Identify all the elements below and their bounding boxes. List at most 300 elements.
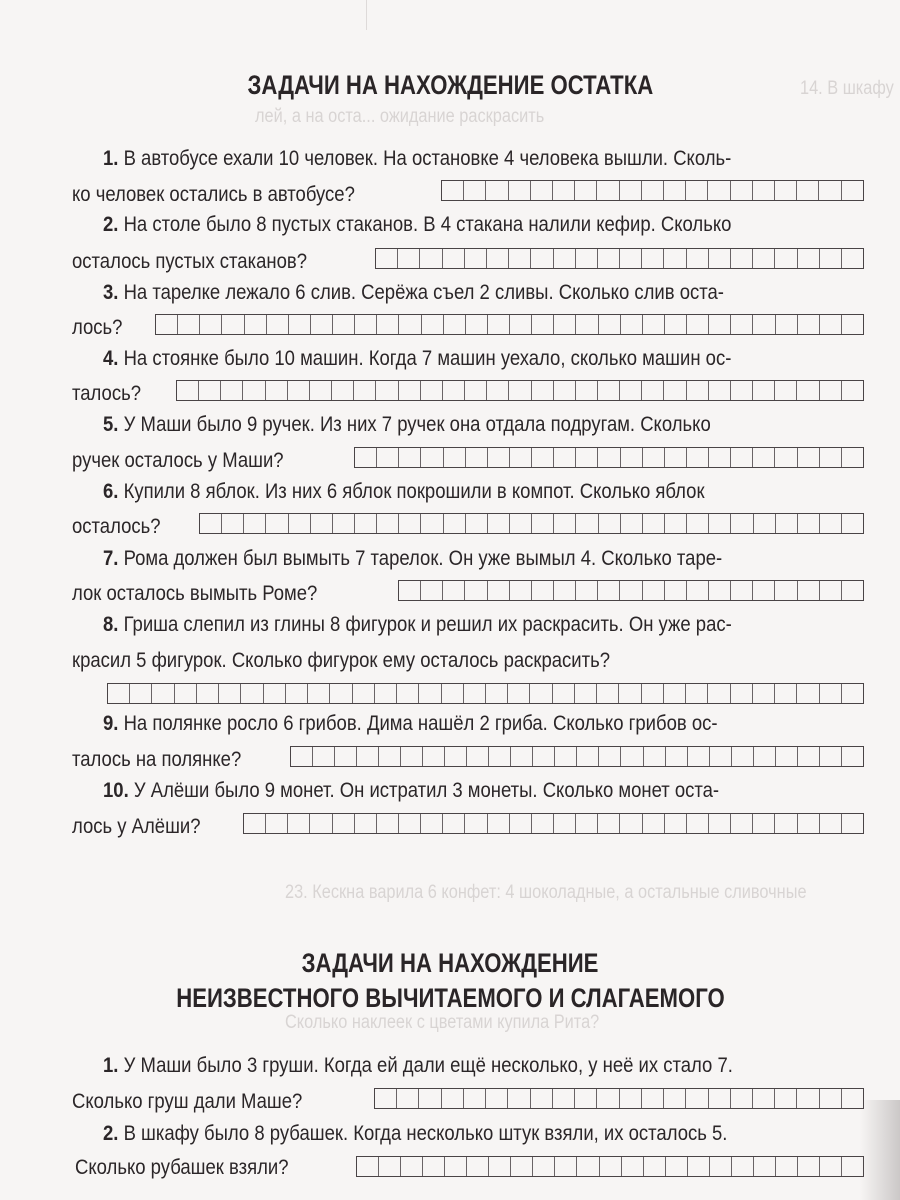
- answer-cell[interactable]: [219, 684, 241, 703]
- answer-cell[interactable]: [797, 181, 819, 200]
- answer-cell[interactable]: [687, 581, 709, 600]
- answer-cell[interactable]: [511, 747, 533, 766]
- answer-cell[interactable]: [665, 315, 687, 334]
- answer-cell[interactable]: [444, 315, 466, 334]
- answer-cell[interactable]: [797, 381, 819, 400]
- answer-cell[interactable]: [776, 747, 798, 766]
- answer-cell[interactable]: [643, 514, 665, 533]
- answer-cell[interactable]: [775, 581, 797, 600]
- answer-cell[interactable]: [775, 684, 797, 703]
- answer-cell[interactable]: [621, 514, 643, 533]
- answer-cell[interactable]: [267, 315, 289, 334]
- answer-cell[interactable]: [289, 315, 311, 334]
- answer-cell[interactable]: [266, 514, 288, 533]
- answer-cell[interactable]: [775, 249, 797, 268]
- answer-cell[interactable]: [464, 1089, 486, 1108]
- answer-cell[interactable]: [486, 181, 508, 200]
- answer-cell[interactable]: [377, 448, 399, 467]
- answer-cell[interactable]: [819, 181, 841, 200]
- answer-cell[interactable]: [686, 684, 708, 703]
- answer-cell[interactable]: [508, 684, 530, 703]
- answer-cell[interactable]: [533, 747, 555, 766]
- answer-cell[interactable]: [842, 181, 863, 200]
- answer-cell[interactable]: [776, 1157, 798, 1176]
- answer-cell[interactable]: [709, 581, 731, 600]
- answer-cell[interactable]: [754, 514, 776, 533]
- answer-cell[interactable]: [576, 315, 598, 334]
- answer-cell[interactable]: [820, 514, 842, 533]
- answer-cell[interactable]: [753, 581, 775, 600]
- answer-cell[interactable]: [397, 1089, 419, 1108]
- answer-cell[interactable]: [554, 249, 576, 268]
- answer-cell[interactable]: [842, 684, 863, 703]
- answer-cell[interactable]: [620, 581, 642, 600]
- answer-cell[interactable]: [576, 249, 598, 268]
- answer-cell[interactable]: [619, 684, 641, 703]
- answer-cell[interactable]: [222, 315, 244, 334]
- answer-grid-4[interactable]: [176, 380, 864, 401]
- answer-cell[interactable]: [599, 315, 621, 334]
- answer-cell[interactable]: [687, 448, 709, 467]
- answer-cell[interactable]: [531, 1089, 553, 1108]
- answer-grid-3[interactable]: [155, 314, 864, 335]
- answer-cell[interactable]: [199, 381, 221, 400]
- answer-cell[interactable]: [553, 684, 575, 703]
- answer-cell[interactable]: [820, 1157, 842, 1176]
- answer-cell[interactable]: [332, 381, 354, 400]
- answer-cell[interactable]: [244, 814, 266, 833]
- answer-cell[interactable]: [375, 684, 397, 703]
- answer-cell[interactable]: [376, 249, 398, 268]
- answer-cell[interactable]: [288, 381, 310, 400]
- answer-cell[interactable]: [353, 684, 375, 703]
- answer-cell[interactable]: [709, 448, 731, 467]
- answer-cell[interactable]: [820, 448, 842, 467]
- answer-cell[interactable]: [709, 249, 731, 268]
- answer-cell[interactable]: [554, 581, 576, 600]
- answer-cell[interactable]: [577, 747, 599, 766]
- answer-cell[interactable]: [820, 381, 842, 400]
- answer-cell[interactable]: [775, 1089, 797, 1108]
- answer-cell[interactable]: [464, 181, 486, 200]
- answer-cell[interactable]: [355, 814, 377, 833]
- answer-cell[interactable]: [731, 514, 753, 533]
- answer-cell[interactable]: [488, 581, 510, 600]
- answer-cell[interactable]: [465, 814, 487, 833]
- answer-cell[interactable]: [467, 1157, 489, 1176]
- answer-cell[interactable]: [599, 514, 621, 533]
- answer-cell[interactable]: [532, 814, 554, 833]
- answer-cell[interactable]: [357, 1157, 379, 1176]
- answer-cell[interactable]: [421, 381, 443, 400]
- answer-cell[interactable]: [554, 514, 576, 533]
- answer-cell[interactable]: [555, 1157, 577, 1176]
- answer-cell[interactable]: [486, 684, 508, 703]
- answer-cell[interactable]: [575, 1089, 597, 1108]
- answer-cell[interactable]: [130, 684, 152, 703]
- answer-cell[interactable]: [776, 315, 798, 334]
- answer-cell[interactable]: [576, 514, 598, 533]
- answer-cell[interactable]: [797, 1089, 819, 1108]
- answer-cell[interactable]: [510, 814, 532, 833]
- answer-cell[interactable]: [687, 814, 709, 833]
- answer-cell[interactable]: [820, 747, 842, 766]
- answer-cell[interactable]: [465, 581, 487, 600]
- answer-cell[interactable]: [222, 514, 244, 533]
- answer-cell[interactable]: [798, 747, 820, 766]
- answer-cell[interactable]: [664, 249, 686, 268]
- answer-cell[interactable]: [399, 315, 421, 334]
- answer-cell[interactable]: [731, 684, 753, 703]
- answer-cell[interactable]: [333, 514, 355, 533]
- answer-cell[interactable]: [709, 814, 731, 833]
- answer-cell[interactable]: [687, 381, 709, 400]
- answer-cell[interactable]: [489, 747, 511, 766]
- answer-cell[interactable]: [753, 814, 775, 833]
- answer-cell[interactable]: [598, 448, 620, 467]
- answer-grid-8[interactable]: [107, 683, 864, 704]
- answer-cell[interactable]: [686, 1089, 708, 1108]
- answer-grid-9[interactable]: [290, 746, 864, 767]
- answer-cell[interactable]: [775, 181, 797, 200]
- answer-cell[interactable]: [445, 1157, 467, 1176]
- answer-cell[interactable]: [644, 1157, 666, 1176]
- answer-cell[interactable]: [798, 814, 820, 833]
- answer-cell[interactable]: [666, 747, 688, 766]
- answer-cell[interactable]: [510, 514, 532, 533]
- answer-cell[interactable]: [753, 684, 775, 703]
- answer-cell[interactable]: [310, 381, 332, 400]
- answer-cell[interactable]: [643, 581, 665, 600]
- answer-cell[interactable]: [466, 514, 488, 533]
- answer-cell[interactable]: [798, 448, 820, 467]
- answer-cell[interactable]: [820, 249, 842, 268]
- answer-cell[interactable]: [732, 747, 754, 766]
- answer-cell[interactable]: [642, 1089, 664, 1108]
- answer-cell[interactable]: [820, 684, 842, 703]
- answer-cell[interactable]: [597, 181, 619, 200]
- answer-cell[interactable]: [798, 249, 820, 268]
- answer-cell[interactable]: [753, 1089, 775, 1108]
- answer-cell[interactable]: [665, 581, 687, 600]
- answer-cell[interactable]: [243, 381, 265, 400]
- answer-cell[interactable]: [377, 814, 399, 833]
- answer-cell[interactable]: [598, 814, 620, 833]
- answer-cell[interactable]: [379, 747, 401, 766]
- answer-cell[interactable]: [333, 315, 355, 334]
- answer-cell[interactable]: [354, 381, 376, 400]
- answer-cell[interactable]: [708, 181, 730, 200]
- answer-cell[interactable]: [622, 1157, 644, 1176]
- answer-cell[interactable]: [200, 315, 222, 334]
- answer-cell[interactable]: [686, 181, 708, 200]
- answer-cell[interactable]: [420, 249, 442, 268]
- answer-cell[interactable]: [399, 381, 421, 400]
- answer-cell[interactable]: [531, 249, 553, 268]
- answer-cell[interactable]: [467, 747, 489, 766]
- answer-cell[interactable]: [465, 249, 487, 268]
- answer-cell[interactable]: [643, 315, 665, 334]
- answer-cell[interactable]: [175, 684, 197, 703]
- answer-cell[interactable]: [754, 1157, 776, 1176]
- answer-cell[interactable]: [355, 514, 377, 533]
- answer-cell[interactable]: [820, 814, 842, 833]
- answer-cell[interactable]: [310, 814, 332, 833]
- answer-cell[interactable]: [732, 1157, 754, 1176]
- answer-cell[interactable]: [576, 381, 598, 400]
- answer-cell[interactable]: [554, 448, 576, 467]
- answer-cell[interactable]: [108, 684, 130, 703]
- answer-cell[interactable]: [311, 315, 333, 334]
- answer-cell[interactable]: [377, 315, 399, 334]
- answer-cell[interactable]: [709, 381, 731, 400]
- answer-cell[interactable]: [687, 514, 709, 533]
- answer-cell[interactable]: [664, 181, 686, 200]
- answer-grid-2[interactable]: [375, 248, 864, 269]
- answer-cell[interactable]: [620, 381, 642, 400]
- answer-cell[interactable]: [598, 249, 620, 268]
- answer-cell[interactable]: [798, 514, 820, 533]
- answer-cell[interactable]: [798, 1157, 820, 1176]
- answer-cell[interactable]: [709, 315, 731, 334]
- answer-cell[interactable]: [375, 1089, 397, 1108]
- answer-cell[interactable]: [376, 381, 398, 400]
- answer-cell[interactable]: [357, 747, 379, 766]
- answer-cell[interactable]: [241, 684, 263, 703]
- answer-cell[interactable]: [401, 1157, 423, 1176]
- answer-cell[interactable]: [664, 381, 686, 400]
- answer-cell[interactable]: [731, 581, 753, 600]
- answer-cell[interactable]: [621, 747, 643, 766]
- answer-cell[interactable]: [600, 1157, 622, 1176]
- answer-cell[interactable]: [710, 747, 732, 766]
- answer-cell[interactable]: [731, 448, 753, 467]
- answer-cell[interactable]: [642, 684, 664, 703]
- answer-cell[interactable]: [443, 581, 465, 600]
- answer-cell[interactable]: [621, 448, 643, 467]
- answer-cell[interactable]: [419, 1089, 441, 1108]
- answer-cell[interactable]: [401, 747, 423, 766]
- answer-grid-7[interactable]: [398, 580, 864, 601]
- answer-grid-1[interactable]: [441, 180, 864, 201]
- answer-cell[interactable]: [688, 1157, 710, 1176]
- answer-cell[interactable]: [665, 814, 687, 833]
- answer-cell[interactable]: [264, 684, 286, 703]
- answer-cell[interactable]: [553, 181, 575, 200]
- answer-cell[interactable]: [244, 514, 266, 533]
- answer-cell[interactable]: [466, 315, 488, 334]
- answer-cell[interactable]: [398, 249, 420, 268]
- answer-cell[interactable]: [687, 315, 709, 334]
- answer-cell[interactable]: [486, 1089, 508, 1108]
- answer-cell[interactable]: [330, 684, 352, 703]
- answer-cell[interactable]: [355, 448, 377, 467]
- answer-cell[interactable]: [421, 814, 443, 833]
- answer-cell[interactable]: [575, 181, 597, 200]
- answer-cell[interactable]: [820, 581, 842, 600]
- answer-cell[interactable]: [445, 747, 467, 766]
- answer-cell[interactable]: [444, 514, 466, 533]
- answer-cell[interactable]: [466, 448, 488, 467]
- answer-cell[interactable]: [753, 181, 775, 200]
- answer-cell[interactable]: [421, 514, 443, 533]
- answer-cell[interactable]: [511, 1157, 533, 1176]
- answer-cell[interactable]: [291, 747, 313, 766]
- answer-cell[interactable]: [599, 747, 621, 766]
- answer-cell[interactable]: [842, 448, 863, 467]
- answer-cell[interactable]: [399, 581, 421, 600]
- answer-cell[interactable]: [200, 514, 222, 533]
- answer-cell[interactable]: [820, 1089, 842, 1108]
- answer-cell[interactable]: [532, 448, 554, 467]
- answer-cell[interactable]: [797, 684, 819, 703]
- answer-cell[interactable]: [465, 381, 487, 400]
- answer-cell[interactable]: [620, 249, 642, 268]
- answer-cell[interactable]: [644, 747, 666, 766]
- answer-cell[interactable]: [842, 814, 863, 833]
- answer-cell[interactable]: [643, 814, 665, 833]
- answer-cell[interactable]: [399, 448, 421, 467]
- answer-cell[interactable]: [488, 814, 510, 833]
- s2-answer-grid-2[interactable]: [356, 1156, 864, 1177]
- answer-cell[interactable]: [421, 448, 443, 467]
- answer-cell[interactable]: [489, 1157, 511, 1176]
- answer-grid-5[interactable]: [354, 447, 864, 468]
- answer-cell[interactable]: [620, 1089, 642, 1108]
- answer-cell[interactable]: [643, 448, 665, 467]
- answer-cell[interactable]: [553, 1089, 575, 1108]
- answer-cell[interactable]: [178, 315, 200, 334]
- answer-cell[interactable]: [554, 381, 576, 400]
- answer-cell[interactable]: [621, 315, 643, 334]
- answer-cell[interactable]: [731, 381, 753, 400]
- answer-cell[interactable]: [842, 747, 863, 766]
- answer-cell[interactable]: [842, 514, 863, 533]
- answer-cell[interactable]: [775, 448, 797, 467]
- answer-cell[interactable]: [798, 581, 820, 600]
- answer-cell[interactable]: [289, 514, 311, 533]
- answer-cell[interactable]: [664, 684, 686, 703]
- answer-cell[interactable]: [597, 684, 619, 703]
- answer-cell[interactable]: [399, 814, 421, 833]
- answer-cell[interactable]: [530, 684, 552, 703]
- answer-cell[interactable]: [576, 448, 598, 467]
- answer-cell[interactable]: [266, 381, 288, 400]
- answer-cell[interactable]: [753, 315, 775, 334]
- answer-cell[interactable]: [464, 684, 486, 703]
- answer-cell[interactable]: [688, 747, 710, 766]
- answer-cell[interactable]: [575, 684, 597, 703]
- answer-cell[interactable]: [665, 514, 687, 533]
- answer-cell[interactable]: [709, 514, 731, 533]
- answer-cell[interactable]: [776, 514, 798, 533]
- answer-cell[interactable]: [842, 581, 863, 600]
- answer-cell[interactable]: [532, 514, 554, 533]
- answer-cell[interactable]: [576, 581, 598, 600]
- answer-cell[interactable]: [443, 249, 465, 268]
- answer-cell[interactable]: [311, 514, 333, 533]
- answer-cell[interactable]: [355, 315, 377, 334]
- answer-cell[interactable]: [442, 684, 464, 703]
- answer-cell[interactable]: [333, 814, 355, 833]
- answer-cell[interactable]: [488, 315, 510, 334]
- answer-cell[interactable]: [509, 181, 531, 200]
- answer-cell[interactable]: [444, 448, 466, 467]
- answer-cell[interactable]: [286, 684, 308, 703]
- answer-cell[interactable]: [397, 684, 419, 703]
- answer-cell[interactable]: [308, 684, 330, 703]
- answer-cell[interactable]: [666, 1157, 688, 1176]
- answer-cell[interactable]: [152, 684, 174, 703]
- answer-cell[interactable]: [554, 814, 576, 833]
- answer-cell[interactable]: [379, 1157, 401, 1176]
- answer-cell[interactable]: [598, 581, 620, 600]
- answer-cell[interactable]: [753, 448, 775, 467]
- answer-cell[interactable]: [642, 381, 664, 400]
- answer-cell[interactable]: [245, 315, 267, 334]
- answer-cell[interactable]: [709, 1089, 731, 1108]
- answer-cell[interactable]: [532, 581, 554, 600]
- answer-cell[interactable]: [266, 814, 288, 833]
- answer-cell[interactable]: [156, 315, 178, 334]
- answer-cell[interactable]: [798, 315, 820, 334]
- answer-cell[interactable]: [532, 315, 554, 334]
- answer-cell[interactable]: [753, 381, 775, 400]
- answer-cell[interactable]: [288, 814, 310, 833]
- answer-cell[interactable]: [753, 249, 775, 268]
- answer-cell[interactable]: [313, 747, 335, 766]
- answer-cell[interactable]: [731, 1089, 753, 1108]
- answer-cell[interactable]: [443, 814, 465, 833]
- answer-cell[interactable]: [577, 1157, 599, 1176]
- answer-cell[interactable]: [221, 381, 243, 400]
- answer-cell[interactable]: [731, 249, 753, 268]
- answer-cell[interactable]: [842, 381, 863, 400]
- answer-cell[interactable]: [442, 1089, 464, 1108]
- answer-cell[interactable]: [377, 514, 399, 533]
- answer-cell[interactable]: [620, 814, 642, 833]
- answer-cell[interactable]: [555, 747, 577, 766]
- answer-cell[interactable]: [576, 814, 598, 833]
- answer-cell[interactable]: [510, 581, 532, 600]
- answer-cell[interactable]: [419, 684, 441, 703]
- answer-cell[interactable]: [710, 1157, 732, 1176]
- answer-cell[interactable]: [532, 381, 554, 400]
- answer-cell[interactable]: [488, 514, 510, 533]
- answer-cell[interactable]: [197, 684, 219, 703]
- answer-cell[interactable]: [664, 1089, 686, 1108]
- answer-cell[interactable]: [708, 684, 730, 703]
- answer-cell[interactable]: [554, 315, 576, 334]
- answer-cell[interactable]: [422, 315, 444, 334]
- answer-cell[interactable]: [842, 315, 863, 334]
- answer-cell[interactable]: [487, 381, 509, 400]
- answer-cell[interactable]: [754, 747, 776, 766]
- answer-cell[interactable]: [620, 181, 642, 200]
- answer-cell[interactable]: [509, 249, 531, 268]
- answer-cell[interactable]: [731, 814, 753, 833]
- answer-cell[interactable]: [775, 814, 797, 833]
- answer-cell[interactable]: [442, 181, 464, 200]
- answer-cell[interactable]: [687, 249, 709, 268]
- answer-cell[interactable]: [443, 381, 465, 400]
- answer-cell[interactable]: [533, 1157, 555, 1176]
- answer-cell[interactable]: [421, 581, 443, 600]
- answer-cell[interactable]: [488, 448, 510, 467]
- answer-cell[interactable]: [510, 315, 532, 334]
- answer-grid-10[interactable]: [243, 813, 864, 834]
- answer-cell[interactable]: [598, 381, 620, 400]
